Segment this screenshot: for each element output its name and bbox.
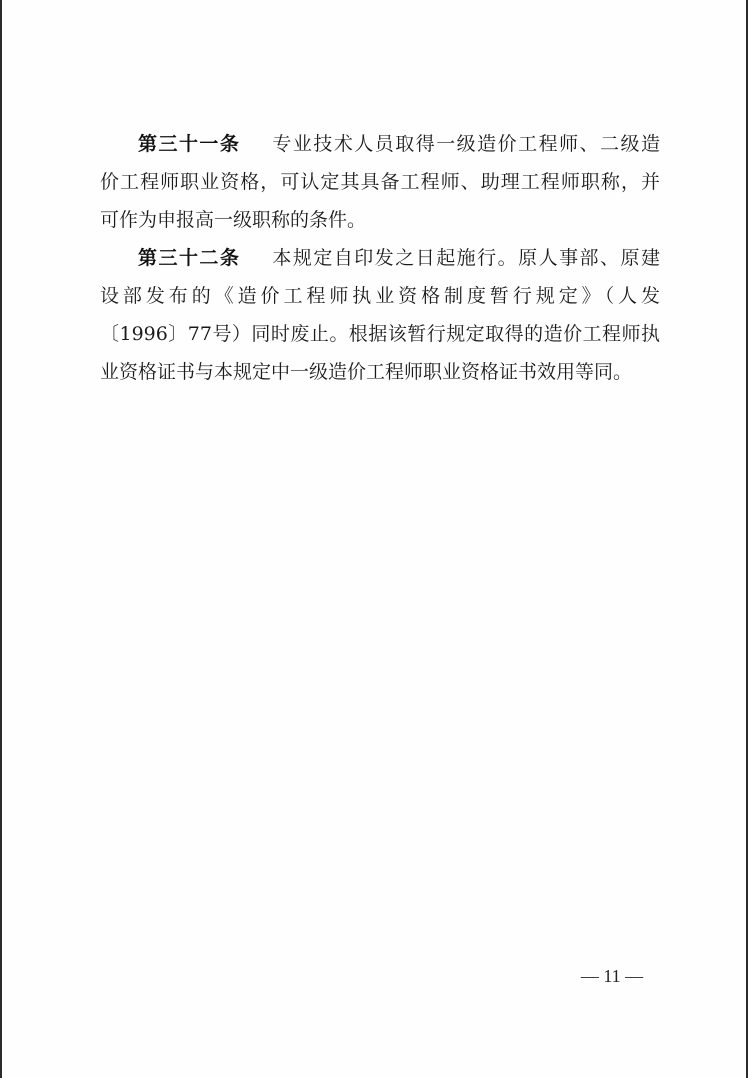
article-text-line: 设部发布的《造价工程师执业资格制度暂行规定》（人发 (100, 285, 660, 307)
scan-border-left (0, 0, 2, 1078)
article-label: 第三十一条 (138, 133, 241, 155)
page-number: — 11 — (580, 966, 644, 986)
article-text-line: 价工程师职业资格，可认定其具备工程师、助理工程师职称，并 (100, 171, 660, 193)
article-31 (100, 125, 660, 239)
article-first-line (100, 239, 660, 277)
article-text-line: 〔1996〕77号）同时废止。根据该暂行规定取得的造价工程师执 (100, 323, 660, 345)
article-text-line: 可作为申报高一级职称的条件。 (100, 209, 367, 231)
article-text: 专业技术人员取得一级造价工程师、二级造 (272, 133, 660, 155)
article-first-line (100, 125, 660, 163)
article-label: 第三十二条 (138, 247, 241, 269)
article-32 (100, 239, 660, 391)
article-text: 本规定自印发之日起施行。原人事部、原建 (272, 247, 660, 269)
article-text-line: 业资格证书与本规定中一级造价工程师职业资格证书效用等同。 (100, 361, 633, 383)
